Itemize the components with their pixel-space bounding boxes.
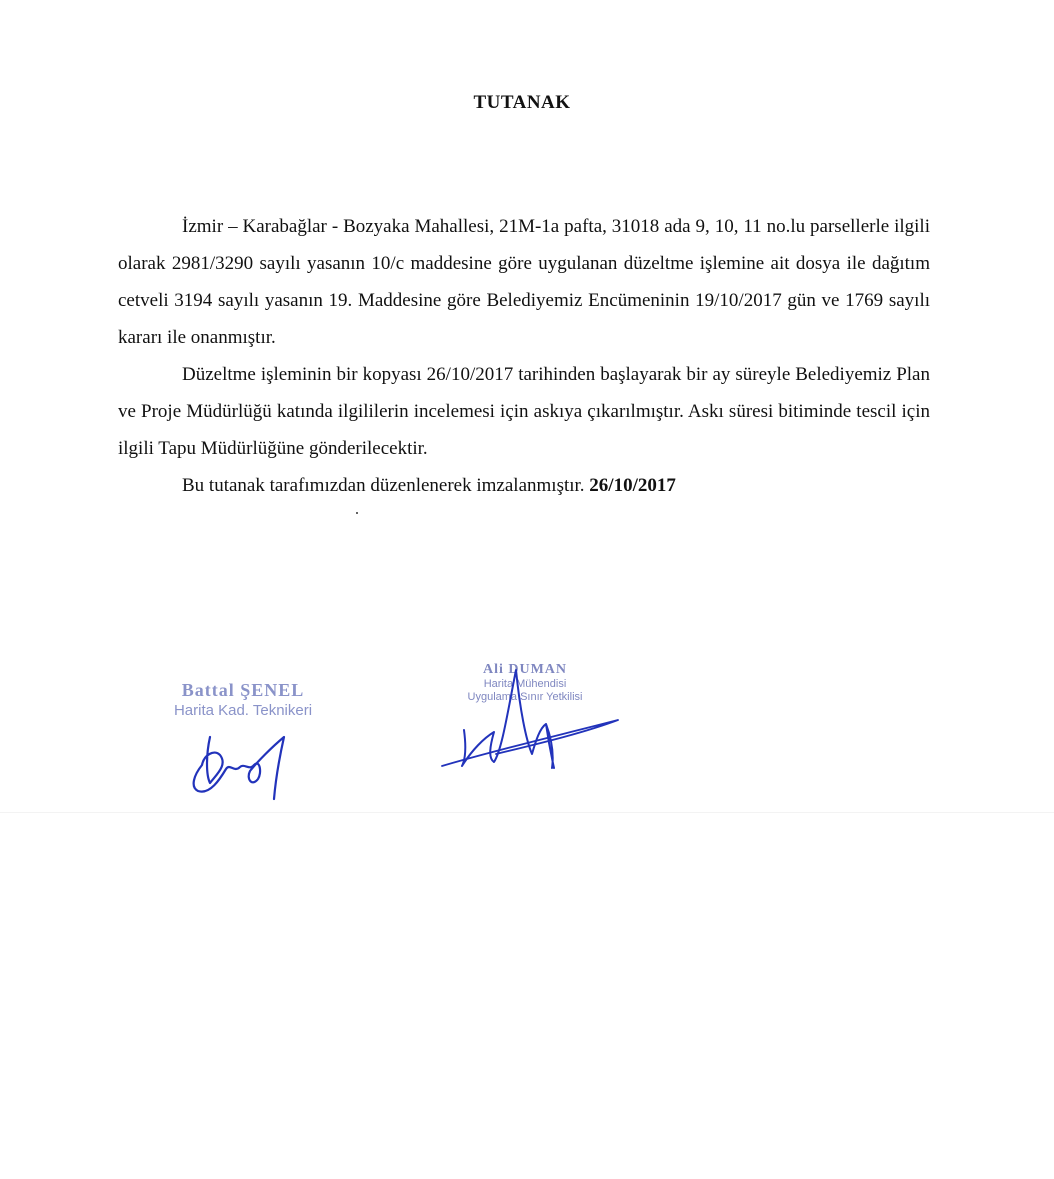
signature-right-handwritten — [436, 650, 626, 780]
scan-fold-line — [0, 812, 1054, 813]
signer-name-left: Battal ŞENEL — [181, 680, 305, 700]
paragraph-1-text: İzmir – Karabağlar - Bozyaka Mahallesi, 21M-1a pafta, 31018 ada 9, 10, 11 no.lu parsellerle ilgili olarak 2981/3290 sayılı yasanın 10/c maddesine göre uygulanan düzeltme işlemine ait dosya ile dağıtım cetveli 3194 sayılı yasanın 19. Maddesine göre Belediyemiz Encümeninin 19/10/2017 gün ve 1769 sayılı kararı ile onanmıştır. — [118, 216, 930, 348]
paragraph-1 — [118, 208, 930, 356]
paragraph-3 — [118, 467, 930, 504]
signer-role-right-2: Uygulama Sınır Yetkilisi — [467, 691, 583, 703]
stray-mark — [356, 512, 358, 514]
document-date: 26/10/2017 — [589, 475, 676, 496]
paragraph-2 — [118, 356, 930, 467]
document-title: TUTANAK — [473, 92, 571, 113]
paragraph-3-line — [118, 467, 930, 504]
paragraph-2-text: Düzeltme işleminin bir kopyası 26/10/2017 tarihinden başlayarak bir ay süreyle Belediyemiz Plan ve Proje Müdürlüğü katında ilgililerin incelemesi için askıya çıkarılmıştır. Askı süresi bitiminde tescil için ilgili Tapu Müdürlüğüne gönderilecektir. — [118, 364, 930, 459]
signer-role-right-1: Harita Mühendisi — [483, 678, 567, 690]
signature-left-handwritten — [180, 725, 300, 810]
signer-name-right: Ali DUMAN — [482, 662, 568, 677]
closing-statement: Bu tutanak tarafımızdan düzenlenerek imzalanmıştır. — [182, 475, 585, 496]
signature-stamp-left — [158, 680, 328, 719]
signer-role-left: Harita Kad. Teknikeri — [173, 702, 313, 719]
